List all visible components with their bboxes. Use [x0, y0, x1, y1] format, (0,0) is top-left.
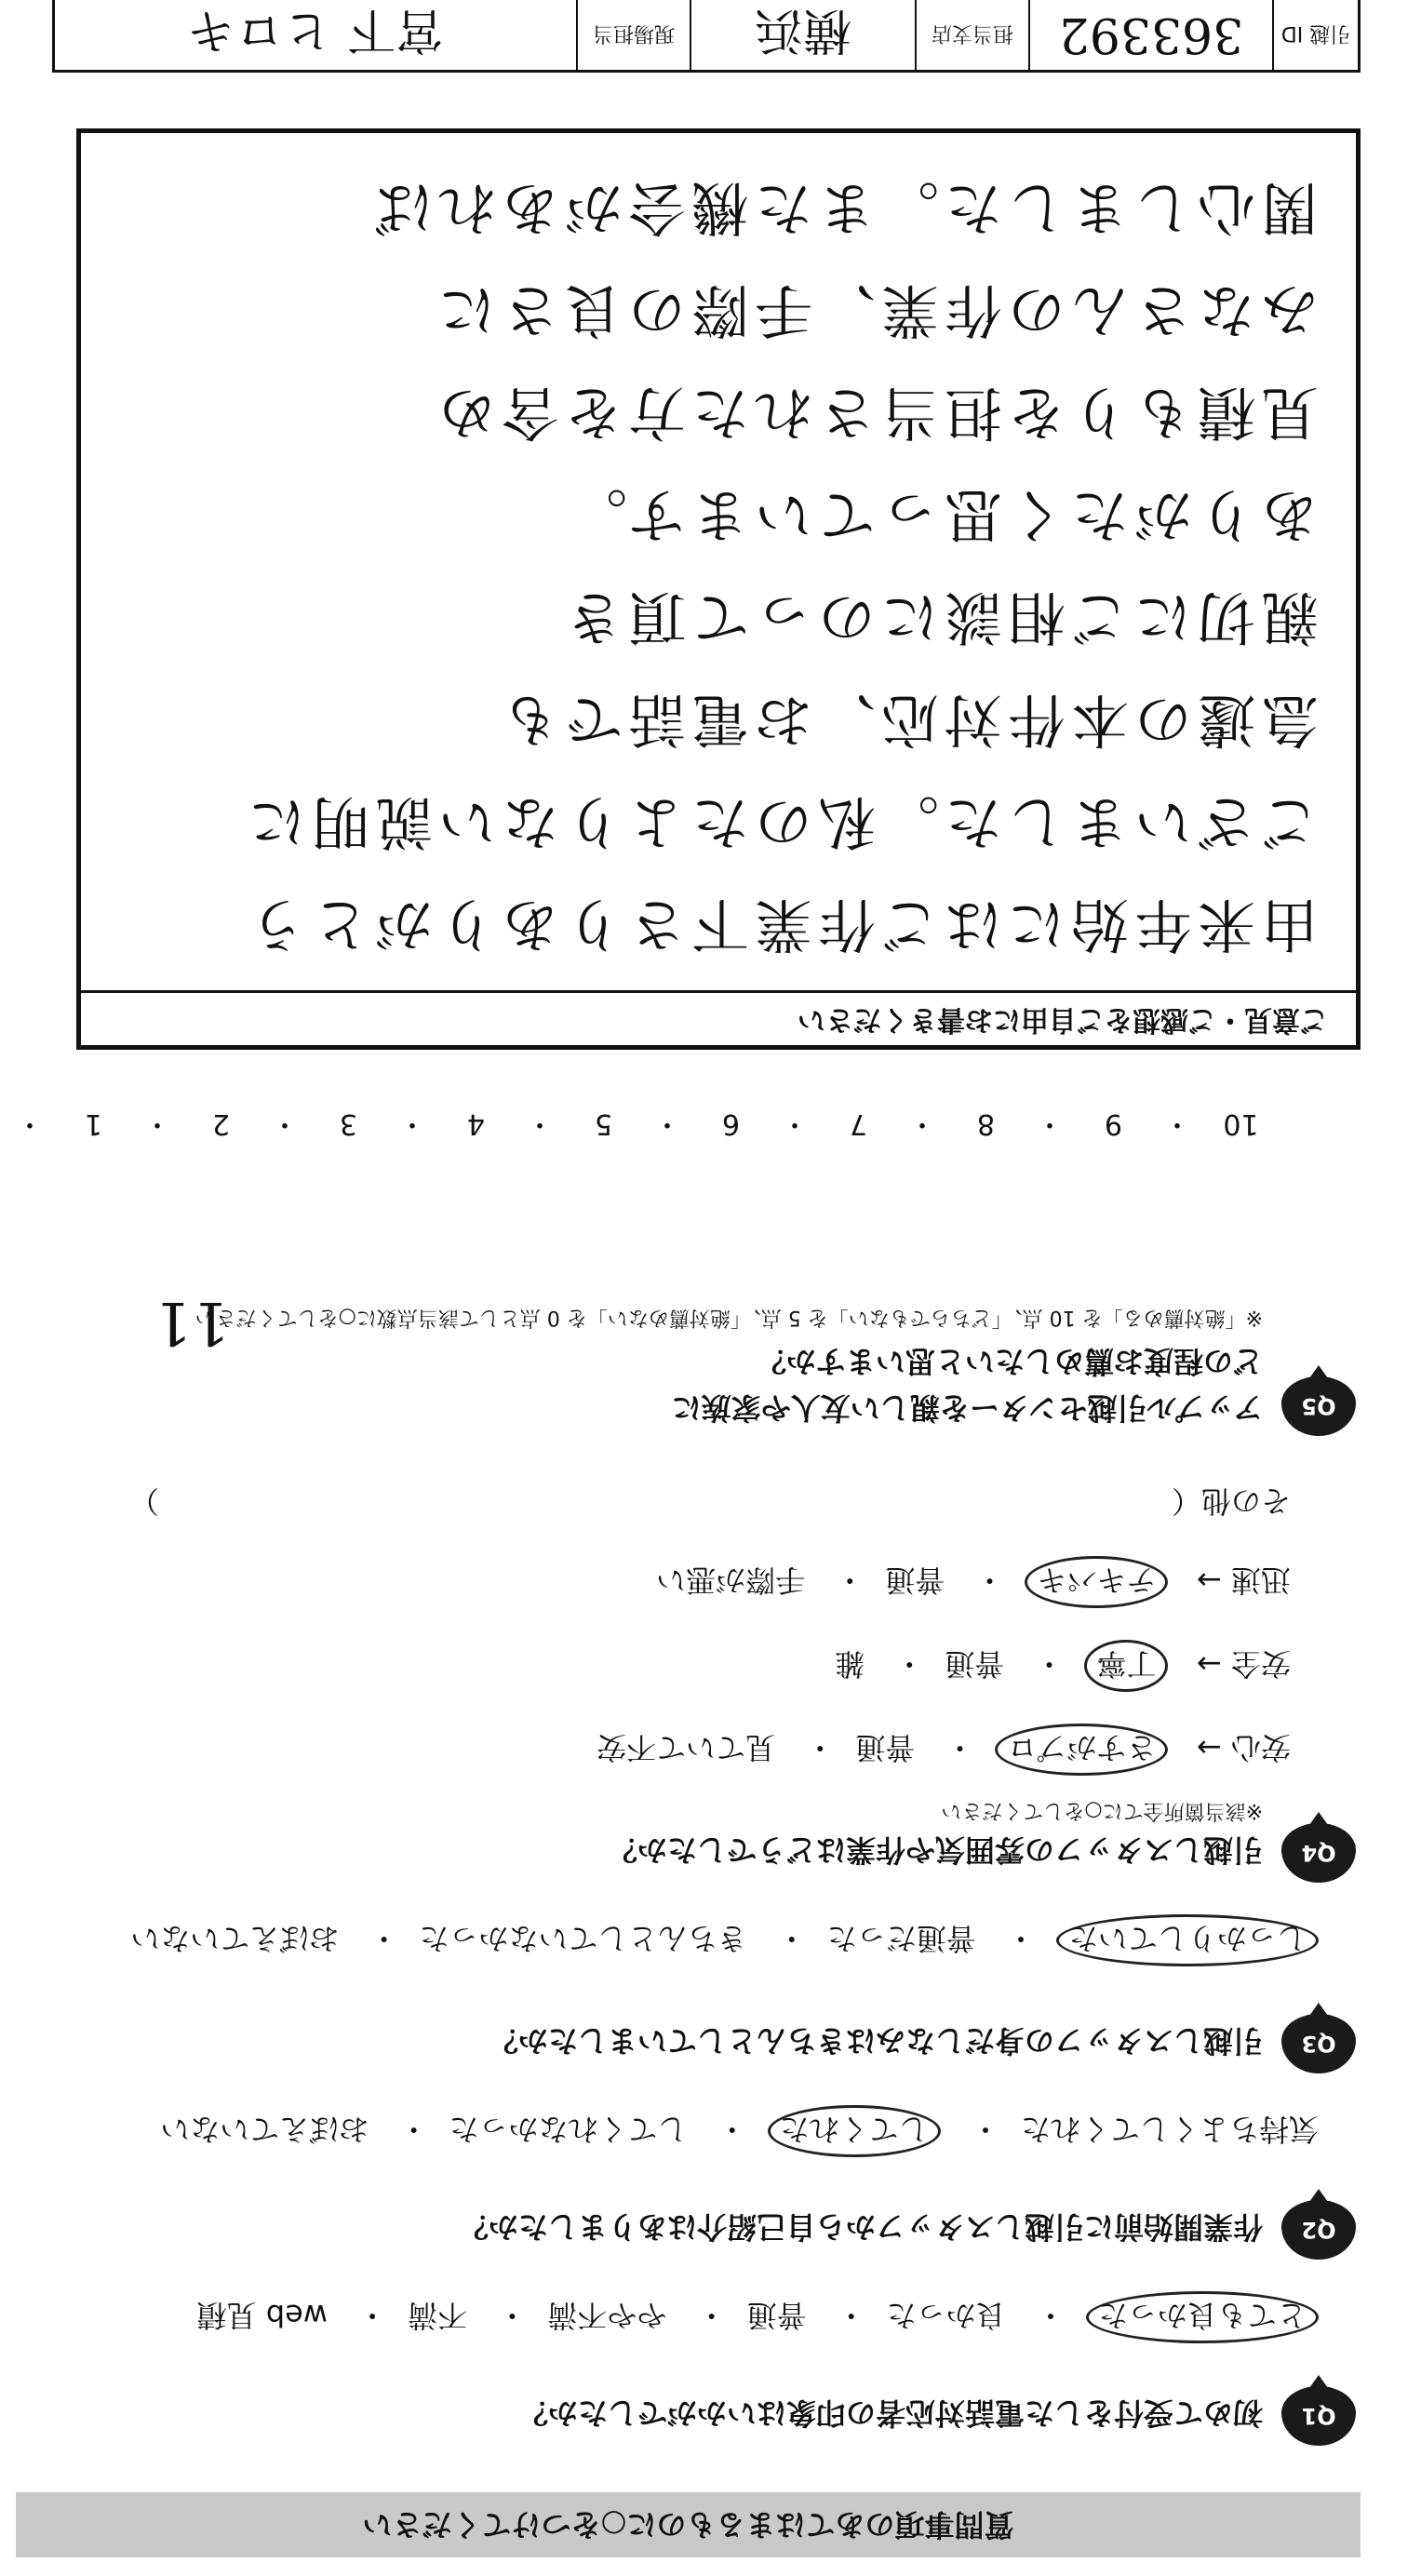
instruction-banner — [16, 2492, 1361, 2557]
comment-line-1: 由来年始にはご作業下さりありがとう — [242, 891, 1319, 959]
q4-anshin-opt-2[interactable]: 見ていて不安 — [597, 1730, 776, 1765]
q1-options: とても良かった・ 良かった・ 普通・ やや不満・ 不満・ web 見積 — [197, 2291, 1319, 2343]
q3-option-3[interactable]: おぼえていない — [130, 1921, 340, 1956]
branch-label-cell: 担当支店 — [915, 0, 1028, 70]
scale-4[interactable]: 4 — [466, 1107, 486, 1140]
scale-3[interactable]: 3 — [339, 1107, 358, 1140]
q2-option-1[interactable]: してくれた — [768, 2105, 941, 2157]
comment-line-2: ございました。私のたよりない説明に — [242, 788, 1319, 856]
q4-other[interactable]: その他（ ） — [128, 1483, 1291, 1519]
scale-1[interactable]: 1 — [84, 1107, 103, 1140]
q3-badge-icon: Q3 — [1281, 2014, 1356, 2073]
q5-scale: 10・9・8・7・6・5・4・3・2・1・ — [25, 1107, 1291, 1147]
scale-5[interactable]: 5 — [594, 1107, 613, 1140]
q4-anzen-opt-1[interactable]: 普通 — [945, 1646, 1005, 1682]
manager-value-cell: 宮下 ヒロキ — [186, 2, 445, 58]
q1-text: 初めて受付をした電話対応者の印象はいかがでしたか？ — [517, 2395, 1263, 2431]
q2-option-0[interactable]: 気持ちよくしてくれた — [1020, 2112, 1319, 2147]
q5-handwritten-score: 11 — [154, 1288, 230, 1357]
q5-line1: アップル引越センターを親しい友人や家族に — [671, 1390, 1263, 1426]
q4-row-anshin: 安心 → さすがプロ・ 普通・ 見ていて不安 — [597, 1724, 1291, 1776]
q1-option-4[interactable]: 不満 — [408, 2298, 468, 2333]
banner-text: 質問事項のあてはまるものに○をつけてください — [362, 2507, 1014, 2542]
q4-row-jinsoku: 迅速 → テキパキ・ 普通・ 手際が悪い — [656, 1556, 1291, 1608]
id-label-cell: 引越 ID — [1272, 0, 1358, 70]
q3-option-2[interactable]: きちんとしていなかった — [419, 1921, 747, 1956]
q4-badge-icon: Q4 — [1281, 1823, 1356, 1883]
q2-options: 気持ちよくしてくれた・ してくれた・ してくれなかった・ おぼえていない — [160, 2105, 1319, 2157]
q3-option-1[interactable]: 普通だった — [826, 1921, 976, 1956]
comment-line-6: 見積もりを担当された方を含め — [432, 379, 1319, 447]
comment-line-8: 関心しました。また機会があれば — [369, 174, 1319, 242]
q3-options: しっかりしていた・ 普通だった・ きちんとしていなかった・ おぼえていない — [130, 1914, 1319, 1966]
q4-jinsoku-opt-1[interactable]: 普通 — [885, 1563, 945, 1598]
id-table — [52, 0, 1361, 73]
scale-2[interactable]: 2 — [211, 1107, 231, 1140]
q4-jinsoku-opt-2[interactable]: 手際が悪い — [656, 1563, 806, 1598]
q4-jinsoku-opt-0[interactable]: テキパキ — [1025, 1556, 1168, 1608]
q1-option-3[interactable]: やや不満 — [547, 2298, 667, 2333]
q2-text: 作業開始前に引越しスタッフから自己紹介はありましたか？ — [458, 2209, 1263, 2245]
q1-badge-icon: Q1 — [1281, 2386, 1356, 2446]
manager-label-cell: 現場担当 — [576, 0, 690, 70]
comment-line-3: 急遽の本件対応、お電話でも — [495, 686, 1319, 754]
comment-line-4: 親切にご相談にのって頂き — [559, 584, 1319, 651]
comment-box[interactable] — [76, 128, 1361, 1050]
q1-option-1[interactable]: 良かった — [886, 2298, 1006, 2333]
scale-7[interactable]: 7 — [849, 1107, 868, 1140]
comment-line-7: みなさんの作業、手際の良さに — [432, 276, 1319, 344]
q4-anshin-opt-1[interactable]: 普通 — [855, 1730, 916, 1765]
q5-line2: どの程度お薦めしたいと思いますか？ — [756, 1344, 1263, 1379]
scale-6[interactable]: 6 — [721, 1107, 741, 1140]
q4-anzen-opt-2[interactable]: 雑 — [835, 1646, 865, 1682]
q4-note: ※該当箇所全てに○をしてください — [941, 1799, 1263, 1822]
q3-option-0[interactable]: しっかりしていた — [1056, 1914, 1319, 1966]
scale-0[interactable] — [0, 1107, 16, 1140]
q1-option-0[interactable]: とても良かった — [1086, 2291, 1319, 2343]
q3-text: 引越しスタッフの身だしなみはきちんとしていましたか？ — [488, 2023, 1263, 2059]
q1-option-5[interactable]: web 見積 — [196, 2298, 328, 2333]
scale-9[interactable]: 9 — [1104, 1107, 1123, 1140]
q4-row-anzen: 安全 → 丁寧・ 普通・ 雑 — [835, 1640, 1291, 1692]
q5-note: ※「絶対薦める」を 10 点、「どちらでもない」を 5 点、「絶対薦めない」を 0 点として該当点数に○をしてください — [194, 1306, 1263, 1329]
q2-badge-icon: Q2 — [1281, 2200, 1356, 2260]
comment-title: ご意見・ご感想をご自由にお書きください — [81, 990, 1356, 1045]
q4-anzen-opt-0[interactable]: 丁寧 — [1084, 1640, 1168, 1692]
q1-option-2[interactable]: 普通 — [746, 2298, 807, 2333]
comment-line-5: ありがたく思っています。 — [563, 481, 1319, 549]
q5-badge-icon: Q5 — [1281, 1376, 1356, 1436]
branch-value-cell: 横浜 — [690, 0, 915, 70]
scale-10[interactable]: 10 — [1223, 1107, 1259, 1140]
q4-text: 引越しスタッフの雰囲気や作業はどうでしたか？ — [607, 1832, 1263, 1868]
q2-option-3[interactable]: おぼえていない — [160, 2112, 369, 2147]
id-value-cell: 363392 — [1028, 0, 1272, 70]
q4-anshin-opt-0[interactable]: さすがプロ — [995, 1724, 1168, 1776]
scale-8[interactable]: 8 — [976, 1107, 996, 1140]
q2-option-2[interactable]: してくれなかった — [449, 2112, 688, 2147]
